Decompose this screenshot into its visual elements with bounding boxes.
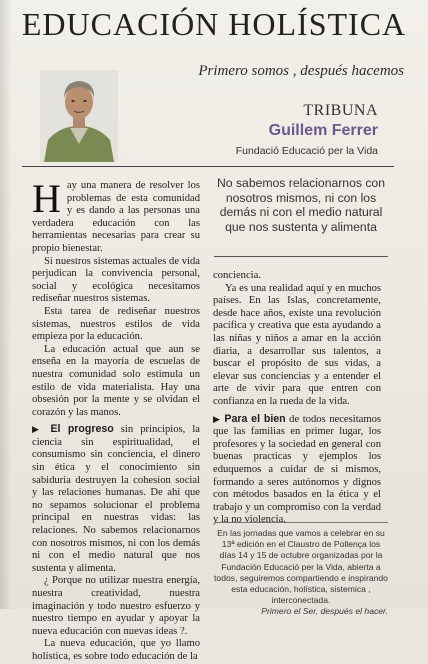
subheadline: Primero somos , después hacemos — [198, 63, 404, 79]
paragraph-4: La educación actual que aun se enseña en la mayoría de escuelas de nuestra comunidad solo estimula un estilo de vida materialista. Hay una obsesión por la mente y se olvidan el corazón y las manos. — [32, 343, 200, 418]
header-divider — [22, 166, 394, 167]
paragraph-5 — [32, 423, 200, 575]
triangle-bullet-icon: ▶ — [32, 425, 44, 436]
paragraph-7: La nueva educación, que yo llamo holística, es sobre todo educación de la — [32, 638, 200, 662]
paragraph-5-label: El progreso — [50, 423, 114, 436]
drop-cap: H — [32, 176, 61, 221]
paragraph-10-text: de todos necesitamos que las familias en primer lugar, los profesores y la sociedad en general con buenas practicas y ejemplos los eduquemos a cuidar de si mismos, formando a seres autónomos y dignos con métodos basados en la ética y el trabajo y un compromiso con la verdad y la no violencia. — [213, 413, 381, 526]
author-affiliation: Fundació Educació per la Vida — [235, 145, 378, 157]
paragraph-10-label: Para el bien — [224, 412, 286, 425]
paragraph-9: Ya es una realidad aquí y en muchos países. En las Islas, concretamente, desde hace años, existe una revolución pacífica y creativa que esta ayudando a las niñas y niños a amar en la acción diaria, a desarrollar sus talentos, a buscar el propósito de sus vidas, a elevar sus conciencias y a entender el arte de vivir para que entren con confianza en la rueda de la vida. — [213, 282, 381, 407]
triangle-bullet-icon: ▶ — [213, 414, 221, 425]
note-divider — [214, 522, 388, 523]
author-name: Guillem Ferrer — [268, 122, 378, 139]
paragraph-6: ¿ Porque no utilizar nuestra energía, nuestra creatividad, nuestra imaginación y todo nuestro esfuerzo y nuestro tiempo en ayudar y apoyar la nueva educación con nuevas ideas ?. — [32, 575, 200, 637]
paragraph-8: conciencia. — [213, 270, 261, 281]
paragraph-1-text: ay una manera de resolver los problemas de esta comunidad y es dando a las personas una verdadera educación con las herramientas necesarias para crear su propio bienestar. — [32, 180, 200, 254]
article-column-left — [32, 176, 200, 664]
paragraph-5-text: sin principios, la ciencia sin espiritualidad, el consumismo sin conciencia, el dinero sin ética y el conocimiento sin sabiduría destruyen la cohesion social y las relaciones humanas. De ahí que no sepamos solucionar el problema principal en nuestras vidas: las relaciones. No sabemos relacionarnos con nosotros mismos, ni con los demás ni con el medio natural que nos sustenta y alimenta. — [32, 424, 200, 574]
closing-note-text: En las jornadas que vamos a celebrar en su 13ª edición en el Claustro de Pollença los días 14 y 15 de octubre organizadas por la Fundación Educació per la Vida, abierta a todos, seguiremos compartiendo e inspirando esta educación, holística, sistemica , interconectada. — [214, 528, 388, 606]
author-portrait-illustration — [40, 70, 118, 162]
closing-note — [214, 528, 388, 618]
paragraph-10 — [213, 413, 381, 527]
article-column-right — [213, 270, 381, 527]
closing-note-signature: Primero el Ser, después el hacer. — [261, 606, 388, 617]
page-shadow — [0, 0, 12, 609]
section-label: TRIBUNA — [303, 102, 378, 119]
author-photo — [40, 70, 118, 162]
pull-quote: No sabemos relacionarnos con nosotros mismos, ni con los demás ni con el medio natural que nos sustenta y alimenta — [216, 176, 385, 234]
pull-quote-divider — [214, 256, 388, 257]
headline: EDUCACIÓN HOLÍSTICA — [21, 6, 407, 42]
paragraph-1 — [32, 176, 200, 256]
paragraph-2: Si nuestros sistemas actuales de vida perjudican la convivencia personal, social y ecológica necesitamos rediseñar nuestros sistemas. — [32, 255, 200, 305]
paragraph-3: Esta tarea de rediseñar nuestros sistemas, nuestros estilos de vida empieza por la educación. — [32, 305, 200, 343]
